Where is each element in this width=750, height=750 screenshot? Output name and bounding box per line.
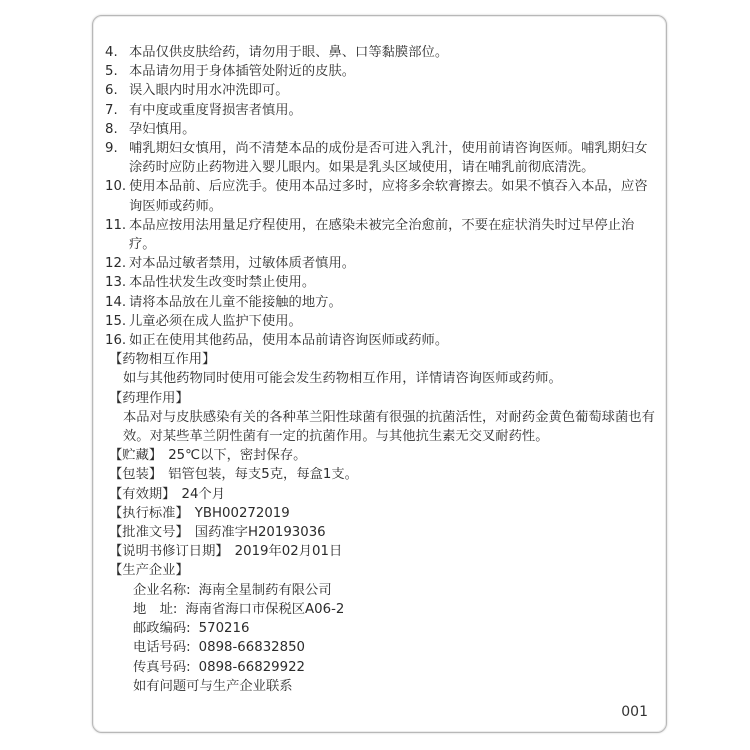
package-heading: 【包装】 xyxy=(109,467,163,483)
precaution-item xyxy=(105,177,657,215)
package-section xyxy=(109,465,657,484)
item-number: 11. xyxy=(105,217,127,233)
item-text: 本品请勿用于身体插管处附近的皮肤。 xyxy=(129,64,356,80)
precaution-item xyxy=(105,81,657,100)
item-text: 儿童必须在成人监护下使用。 xyxy=(129,313,302,329)
page-number: 001 xyxy=(621,704,648,720)
item-text: 请将本品放在儿童不能接触的地方。 xyxy=(129,294,342,310)
item-number: 14. xyxy=(105,294,127,310)
manufacturer-row xyxy=(133,600,657,619)
revision-heading: 【说明书修订日期】 xyxy=(109,544,229,560)
interactions-body: 如与其他药物同时使用可能会发生药物相互作用，详情请咨询医师或药师。 xyxy=(123,371,562,387)
validity-section xyxy=(109,485,657,504)
item-text: 本品仅供皮肤给药，请勿用于眼、鼻、口等黏膜部位。 xyxy=(129,45,449,60)
item-text: 本品应按用法用量足疗程使用，在感染未被完全治愈前，不要在症状消失时过早停止治疗。 xyxy=(129,217,635,253)
item-number: 9. xyxy=(105,141,118,157)
item-text: 哺乳期妇女慎用，尚不清楚本品的成份是否可进入乳汁，使用前请咨询医师。哺乳期妇女涂药时应防止药物进入婴儿眼内。如果是乳头区域使用，请在哺乳前彻底清洗。 xyxy=(129,141,648,176)
revision-section xyxy=(109,542,657,561)
item-number: 7. xyxy=(105,102,118,118)
item-number: 4. xyxy=(105,45,118,60)
storage-section xyxy=(109,446,657,465)
manufacturer-label: 传真号码: xyxy=(133,659,191,675)
package-value: 铝管包装，每支5克，每盒1支。 xyxy=(168,467,358,483)
precaution-item xyxy=(105,62,657,81)
interactions-heading: 【药物相互作用】 xyxy=(109,352,216,368)
item-number: 15. xyxy=(105,313,127,329)
manufacturer-label: 地 址: xyxy=(133,601,178,617)
manufacturer-value: 570216 xyxy=(198,621,250,637)
item-text: 有中度或重度肾损害者慎用。 xyxy=(129,102,302,118)
standard-value: YBH00272019 xyxy=(194,505,290,521)
manufacturer-row xyxy=(133,581,657,600)
precaution-item xyxy=(105,273,657,292)
validity-heading: 【有效期】 xyxy=(109,486,176,502)
precaution-item xyxy=(105,101,657,120)
item-text: 使用本品前、后应洗手。使用本品过多时，应将多余软膏擦去。如果不慎吞入本品，应咨询医师或药师。 xyxy=(129,179,648,214)
precaution-item xyxy=(105,120,657,139)
manufacturer-value: 海南省海口市保税区A06-2 xyxy=(185,601,345,617)
manufacturer-row xyxy=(133,638,657,657)
standard-section xyxy=(109,504,657,523)
precaution-item xyxy=(105,254,657,273)
contact-note: 如有问题可与生产企业联系 xyxy=(133,678,293,694)
precaution-item xyxy=(105,331,657,350)
manufacturer-row xyxy=(133,658,657,677)
item-number: 6. xyxy=(105,83,118,99)
manufacturer-row xyxy=(133,619,657,638)
manufacturer-label: 邮政编码: xyxy=(133,621,191,637)
manufacturer-heading: 【生产企业】 xyxy=(109,563,189,579)
storage-heading: 【贮藏】 xyxy=(109,448,163,464)
manufacturer-value: 海南全星制药有限公司 xyxy=(198,582,332,598)
item-text: 误入眼内时用水冲洗即可。 xyxy=(129,83,289,99)
item-number: 16. xyxy=(105,333,127,349)
item-text: 对本品过敏者禁用，过敏体质者慎用。 xyxy=(129,256,356,272)
approval-value: 国药准字H20193036 xyxy=(194,525,326,541)
precaution-item xyxy=(105,216,657,254)
item-number: 10. xyxy=(105,179,127,195)
precaution-item xyxy=(105,293,657,312)
approval-heading: 【批准文号】 xyxy=(109,525,189,541)
standard-heading: 【执行标准】 xyxy=(109,505,189,521)
pharmacology-body: 本品对与皮肤感染有关的各种革兰阳性球菌有很强的抗菌活性，对耐药金黄色葡萄球菌也有效。对某些革兰阴性菌有一定的抗菌作用。与其他抗生素无交叉耐药性。 xyxy=(123,409,655,445)
precaution-item xyxy=(105,312,657,331)
item-number: 5. xyxy=(105,64,118,80)
manufacturer-label: 电话号码: xyxy=(133,640,191,656)
leaflet-page xyxy=(92,15,667,733)
item-number: 12. xyxy=(105,256,127,272)
item-number: 8. xyxy=(105,121,118,137)
item-number: 13. xyxy=(105,275,127,291)
precaution-item xyxy=(105,43,657,62)
validity-value: 24个月 xyxy=(181,486,225,502)
manufacturer-value: 0898-66829922 xyxy=(198,659,305,675)
item-text: 如正在使用其他药品，使用本品前请咨询医师或药师。 xyxy=(129,333,449,349)
manufacturer-value: 0898-66832850 xyxy=(198,640,305,656)
pharmacology-heading: 【药理作用】 xyxy=(109,390,189,406)
manufacturer-label: 企业名称: xyxy=(133,582,191,598)
item-text: 孕妇慎用。 xyxy=(129,121,196,137)
approval-section xyxy=(109,523,657,542)
revision-value: 2019年02月01日 xyxy=(234,544,343,560)
precaution-item xyxy=(105,139,657,177)
storage-value: 25℃以下，密封保存。 xyxy=(168,448,307,464)
leaflet-content xyxy=(105,43,657,696)
item-text: 本品性状发生改变时禁止使用。 xyxy=(129,275,316,291)
